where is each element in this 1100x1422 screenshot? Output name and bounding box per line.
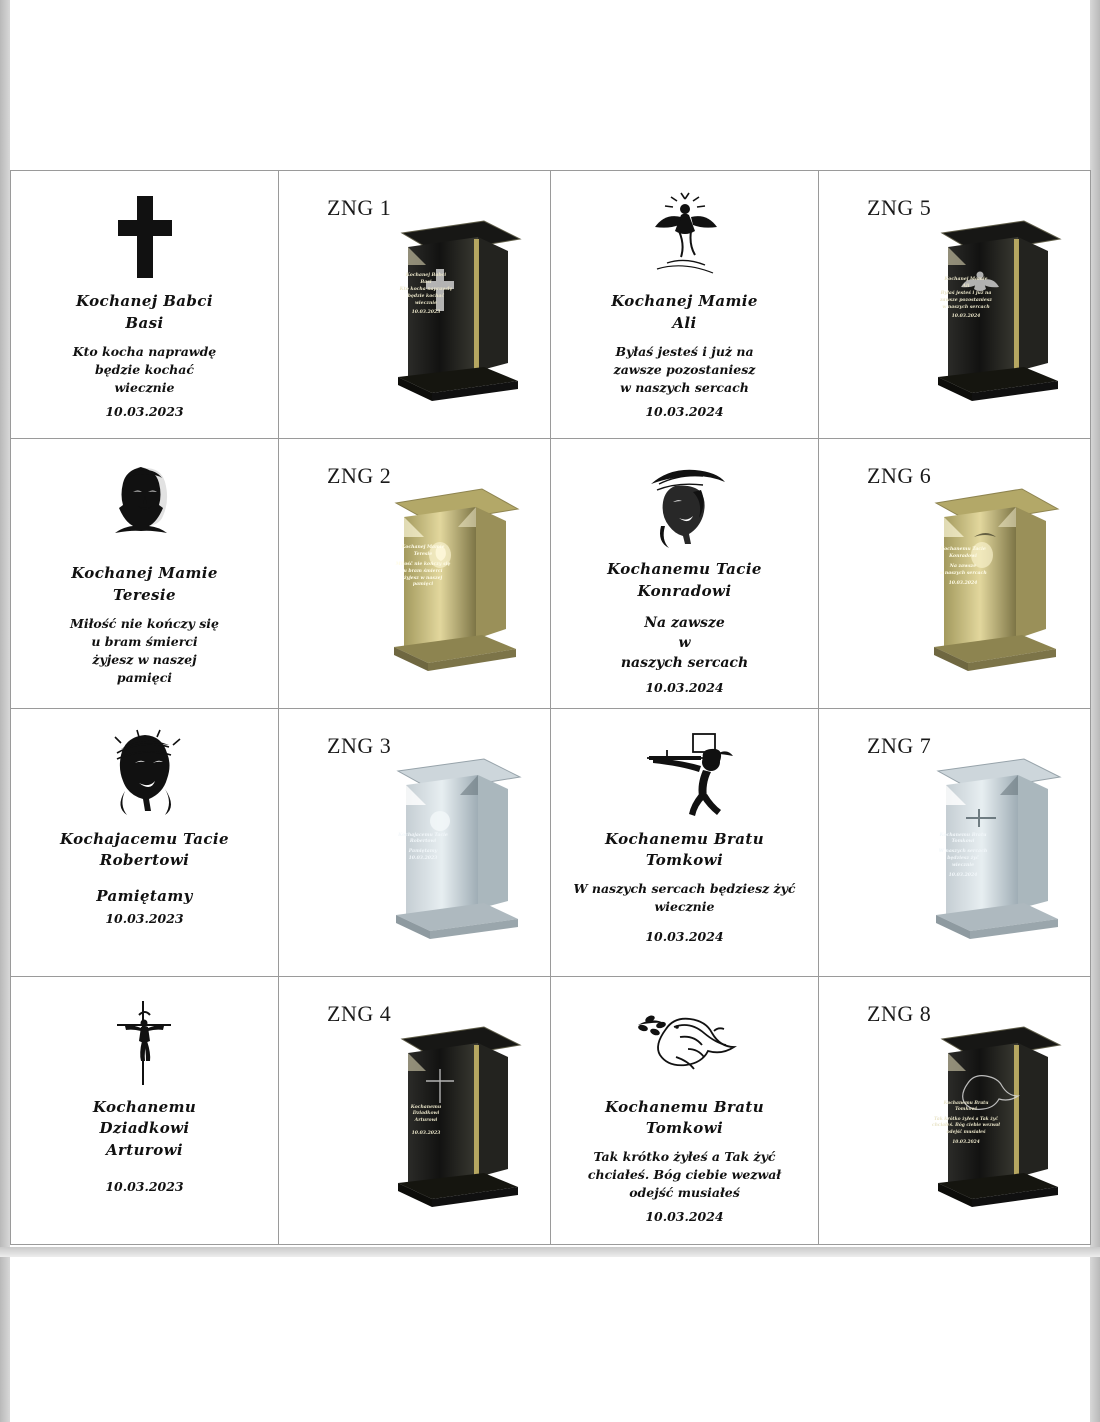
product-image-zng-5: [906, 195, 1074, 421]
engraving-cell-2: [11, 708, 279, 976]
product-image-zng-8: [906, 1001, 1074, 1227]
product-cell-4: [819, 171, 1091, 439]
product-cell-3: [279, 976, 551, 1244]
engraving-text-4: Kochanej Mamie Ali Byłaś jesteś i już na zawsze pozostaniesz w naszych sercach 10.03.2024: [611, 292, 758, 419]
engraving-cell-3: [11, 976, 279, 1244]
product-image-zng-4: [366, 1001, 534, 1227]
product-cell-7: [819, 976, 1091, 1244]
product-code-label: ZNG 8: [867, 1000, 932, 1026]
catalog-table: [10, 170, 1091, 1245]
product-cell-2: [279, 708, 551, 976]
product-code-label: ZNG 7: [867, 732, 932, 758]
engraving-text-7: Kochanemu Bratu Tomkowi Tak krótko żyłeś a Tak żyć chciałeś. Bóg ciebie wezwał odejść musiałeś 10.03.2024: [587, 1097, 782, 1225]
product-image-zng-6: [906, 463, 1074, 689]
product-cell-1: [279, 439, 551, 709]
table-row: [11, 439, 1091, 709]
engraving-cell-6: [551, 708, 819, 976]
product-image-zng-2: [366, 463, 534, 689]
product-cell-0: [279, 171, 551, 439]
engraving-text-2: Kochajacemu Tacie Robertowi Pamiętamy 10.03.2023: [60, 829, 229, 926]
page-right-edge: [1090, 0, 1100, 1422]
jesus-thorns-icon: [635, 457, 735, 553]
engraving-text-1: Kochanej Mamie Teresie Miłość nie kończy się u bram śmierci żyjesz w naszej pamięci: [69, 564, 220, 685]
page-left-edge: [0, 0, 10, 1422]
product-image-zng-1: [366, 195, 534, 421]
product-mini-engraving: Kochanemu Dziadkowi Arturowi 10.03.2023: [410, 1104, 442, 1137]
engraving-cell-0: [11, 171, 279, 439]
jesus-crown-icon: [99, 727, 191, 823]
product-mini-engraving: Kochanemu Bratu Tomkowi W naszych sercach będziesz żyć wiecznie 10.03.2024: [938, 832, 988, 878]
dove-icon: [630, 995, 740, 1091]
engraving-text-0: Kochanej Babci Basi Kto kocha naprawdę będzie kochać wiecznie 10.03.2023: [72, 292, 217, 419]
product-cell-5: [819, 439, 1091, 709]
product-code-label: ZNG 4: [327, 1000, 392, 1026]
product-mini-engraving: Kochajacemu Tacie Robertowi Pamiętamy 10.03.2023: [398, 832, 448, 862]
table-row: [11, 976, 1091, 1244]
engraving-cell-5: [551, 439, 819, 709]
engraving-cell-4: [551, 171, 819, 439]
product-code-label: ZNG 1: [327, 195, 392, 220]
crucified-christ-icon: [633, 727, 737, 823]
engraving-text-5: Kochanemu Tacie Konradowi Na zawsze w naszych sercach 10.03.2024: [607, 560, 762, 696]
engraving-cell-1: [11, 439, 279, 709]
product-code-label: ZNG 2: [327, 463, 392, 488]
engraving-text-3: Kochanemu Dziadkowi Arturowi 10.03.2023: [92, 1097, 197, 1194]
product-code-label: ZNG 6: [867, 463, 932, 488]
product-mini-engraving: Kochanej Babci Basi Kto kocha naprawdę będzie kochać wiecznie 10.03.2023: [399, 273, 453, 316]
product-image-zng-7: [906, 733, 1074, 959]
engraving-text-6: Kochanemu Bratu Tomkowi W naszych sercach będziesz żyć wiecznie 10.03.2024: [573, 829, 796, 945]
jesus-face-icon: [100, 457, 190, 553]
product-cell-6: [819, 708, 1091, 976]
product-mini-engraving: Kochanej Mamie Teresie Miłość nie kończy się u bram śmierci żyjesz w naszej pamięci: [395, 545, 451, 588]
product-mini-engraving: Kochanemu Bratu Tomkowi Tak krótko żyłeś a Tak żyć chciałeś. Bóg ciebie wezwał odejść musiałeś 10.03.2024: [932, 1100, 1000, 1145]
product-mini-engraving: Kochanej Mamie Ali Byłaś jesteś i już na zawsze pozostaniesz w naszych sercach 10.03.2024: [939, 277, 993, 320]
engraving-cell-7: [551, 976, 819, 1244]
table-row: [11, 171, 1091, 439]
crucifix-icon: [105, 995, 185, 1091]
page-bottom-edge: [0, 1247, 1100, 1257]
table-row: [11, 708, 1091, 976]
product-code-label: ZNG 3: [327, 732, 392, 758]
product-image-zng-3: [366, 733, 534, 959]
cross-icon: [116, 189, 174, 285]
product-code-label: ZNG 5: [867, 195, 932, 220]
angel-icon: [637, 189, 733, 285]
product-mini-engraving: Kochanemu Tacie Konradowi Na zawsze w naszych sercach 10.03.2024: [939, 547, 987, 586]
catalog-grid: [10, 170, 1090, 1245]
